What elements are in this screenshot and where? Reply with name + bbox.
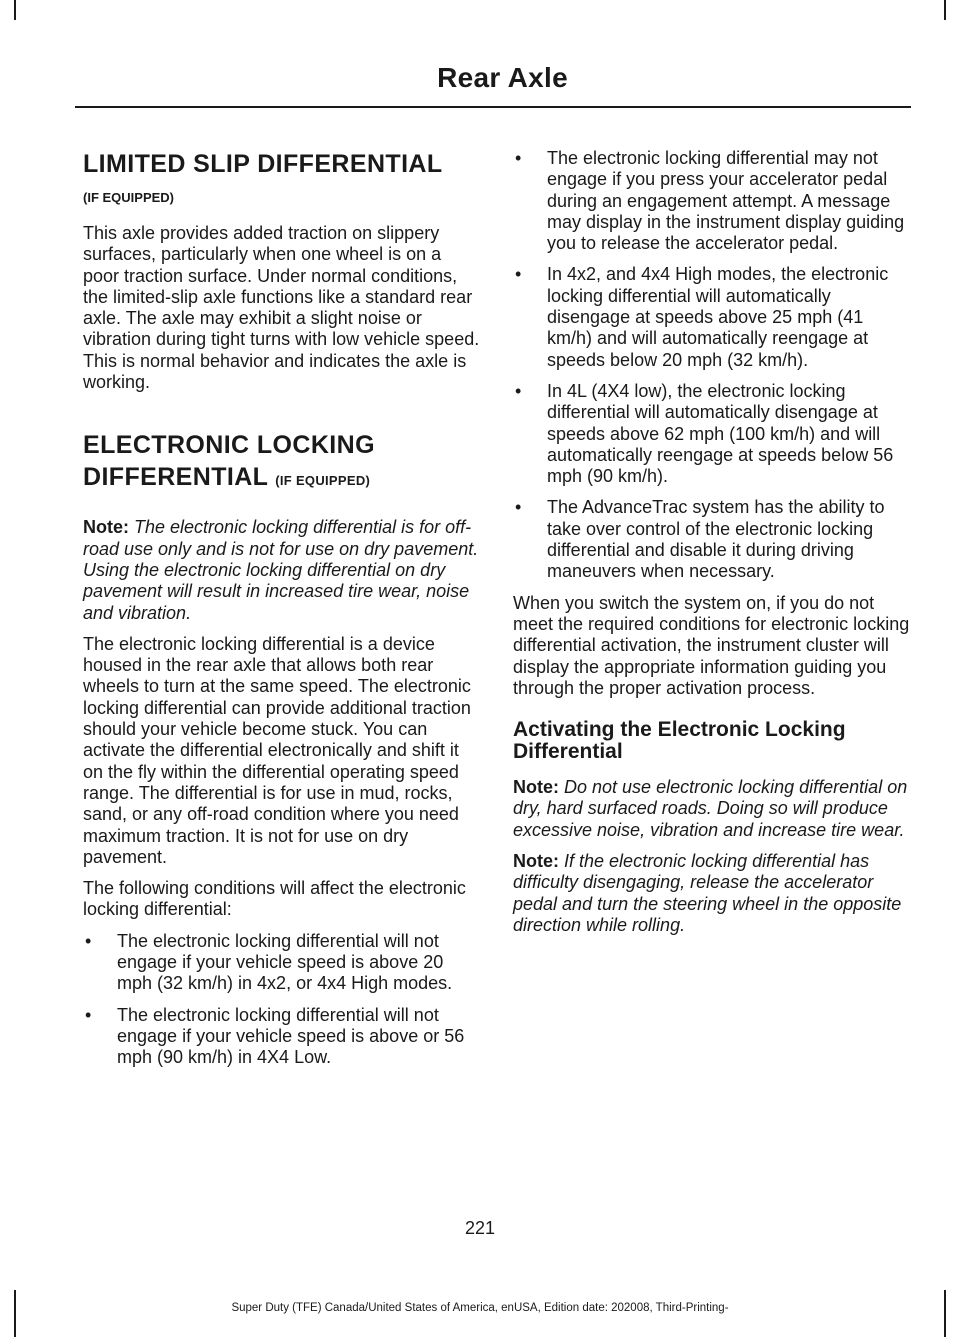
list-item: • The electronic locking differential may not engage if you press your accelerator pedal during an engagement attempt. A message may display in the instrument display guiding you to release the accelerator pedal. — [513, 148, 911, 254]
right-column — [513, 148, 911, 946]
crop-mark-top-left — [14, 0, 16, 20]
activating-note-1 — [513, 777, 911, 841]
header-divider — [75, 106, 911, 108]
page-header-title: Rear Axle — [437, 62, 568, 93]
activating-note-1-label: Note: — [513, 777, 559, 798]
eld-heading-line2: DIFFERENTIAL — [83, 463, 268, 492]
activating-heading: Activating the Electronic Locking Differential — [513, 718, 846, 764]
activating-note-2-label: Note: — [513, 851, 559, 872]
eld-heading — [83, 429, 481, 497]
activating-note-2 — [513, 851, 911, 936]
list-item: • The electronic locking differential will not engage if your vehicle speed is above or 56 mph (90 km/h) in 4X4 Low. — [83, 1005, 481, 1069]
footer-edition-text: Super Duty (TFE) Canada/United States of America, enUSA, Edition date: 202008, Third-Printing- — [231, 1302, 729, 1314]
eld-equipped-label: (IF EQUIPPED) — [275, 473, 371, 489]
eld-body-3: When you switch the system on, if you do not meet the required conditions for electronic locking differential activation, the instrument cluster will display the appropriate information guiding you through the proper activation process. — [513, 592, 910, 698]
list-item: • The electronic locking differential will not engage if your vehicle speed is above 20 mph (32 km/h) in 4x2, or 4x4 High modes. — [83, 931, 481, 995]
eld-heading-line1: ELECTRONIC LOCKING — [83, 431, 375, 460]
left-column — [83, 148, 481, 1079]
list-item: • In 4L (4X4 low), the electronic locking differential will automatically disengage at speeds above 62 mph (100 km/h) and will automatically reengage at speeds below 56 mph (90 km/h). — [513, 381, 911, 487]
lsd-heading: LIMITED SLIP DIFFERENTIAL — [83, 150, 443, 178]
crop-mark-top-right — [944, 0, 946, 20]
eld-note — [83, 517, 481, 623]
lsd-body: This axle provides added traction on slippery surfaces, particularly when one wheel is on a poor traction surface. Under normal conditions, the limited-slip axle functions like a standard rear axle. The axle may exhibit a slight noise or vibration during tight turns with low vehicle speed. This is normal behavior and indicates the axle is working. — [83, 223, 480, 393]
eld-note-text: The electronic locking differential is for off-road use only and is not for use on dry pavement. Using the electronic locking differential on dry pavement will result in increased tire wear, noise and vibration. — [83, 517, 479, 623]
page-number: 221 — [464, 1218, 496, 1238]
eld-body-1: The electronic locking differential is a device housed in the rear axle that allows both rear wheels to turn at the same speed. The electronic locking differential can provide additional traction should your vehicle become stuck. You can activate the differential electronically and shift it on the fly within the differential operating speed range. The differential is for use in mud, rocks, sand, or any off-road condition where you need maximum traction. It is not for use on dry pavement. — [83, 633, 471, 867]
activating-note-2-text: If the electronic locking differential has difficulty disengaging, release the accelerator pedal and turn the steering wheel in the opposite direction while rolling. — [513, 851, 902, 935]
lsd-equipped-label: (IF EQUIPPED) — [83, 190, 175, 205]
eld-conditions-list-left — [83, 931, 481, 1069]
eld-note-label: Note: — [83, 517, 129, 538]
eld-conditions-list-right — [513, 148, 911, 583]
activating-note-1-text: Do not use electronic locking differential on dry, hard surfaced roads. Doing so will produce excessive noise, vibration and increase tire wear. — [513, 777, 908, 840]
list-item: • The AdvanceTrac system has the ability to take over control of the electronic locking differential and disable it during driving maneuvers when necessary. — [513, 497, 911, 582]
list-item: • In 4x2, and 4x4 High modes, the electronic locking differential will automatically disengage at speeds above 25 mph (41 km/h) and will automatically reengage at speeds below 20 mph (32 km/h). — [513, 264, 911, 370]
eld-body-2: The following conditions will affect the electronic locking differential: — [83, 878, 466, 920]
